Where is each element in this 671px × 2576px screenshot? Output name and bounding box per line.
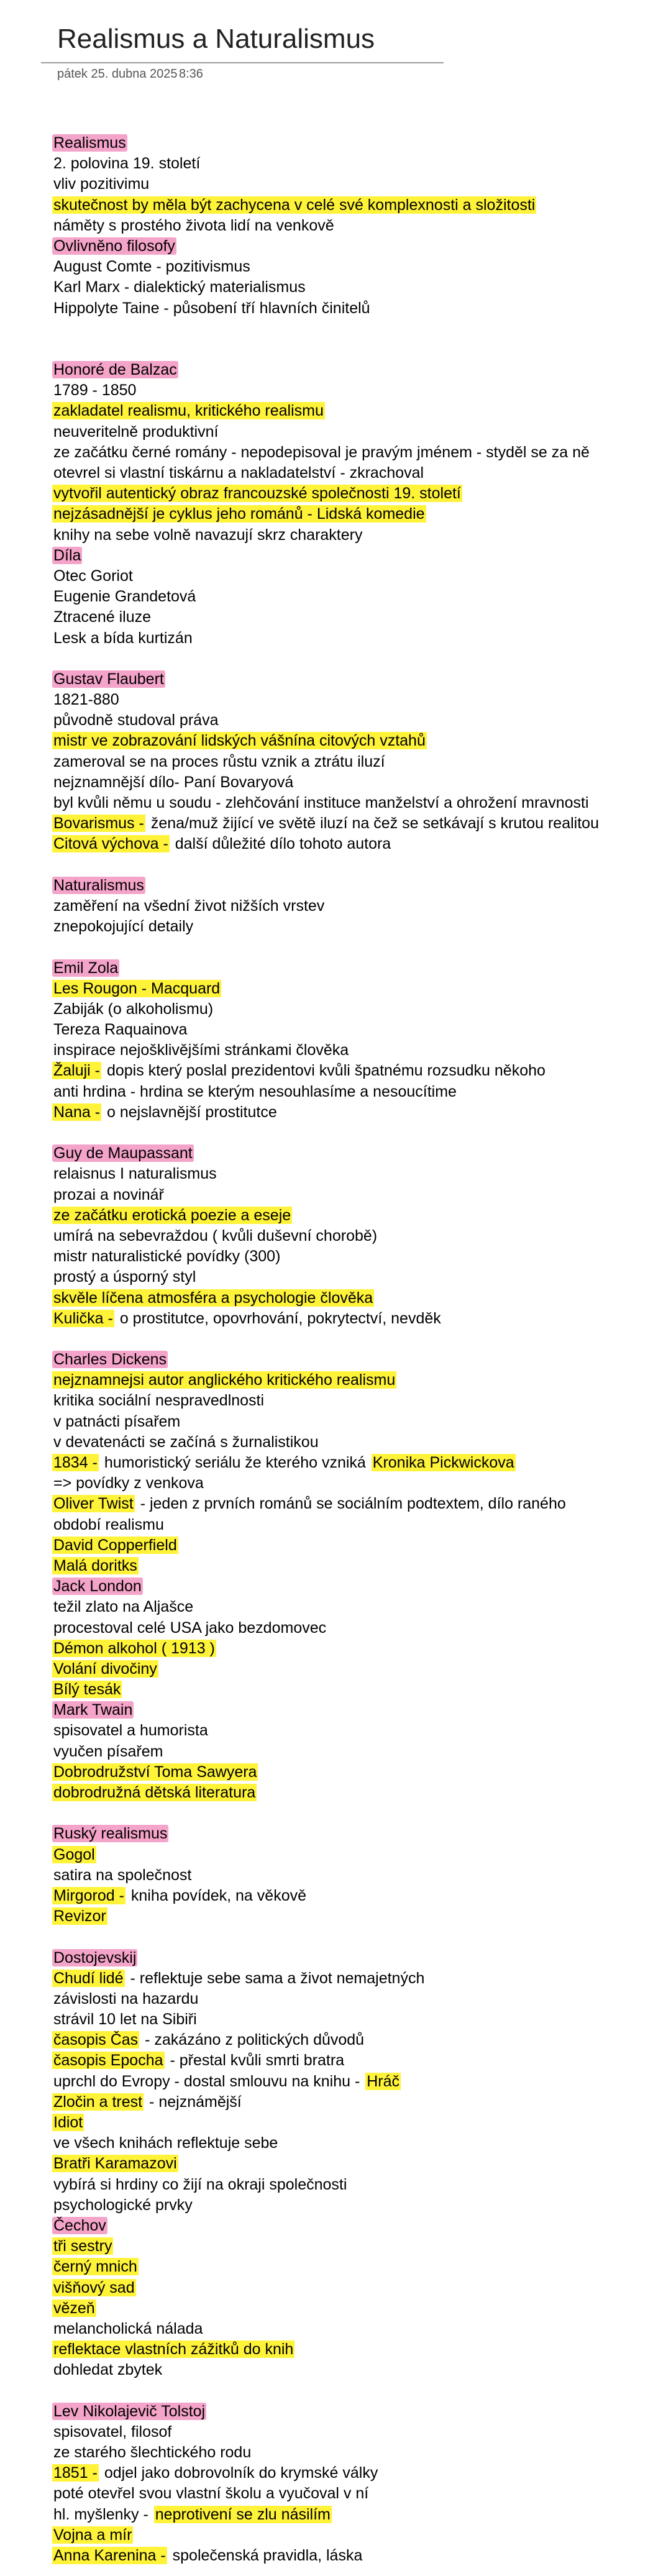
highlighted-text: Žaluji - bbox=[53, 1062, 101, 1080]
note-text: o nejslavnější prostitutce bbox=[103, 1103, 277, 1121]
note-text: - reflektuje sebe sama a život nemajetných bbox=[126, 1969, 425, 1987]
section-heading: Mark Twain bbox=[53, 1701, 133, 1719]
note-line[interactable] bbox=[52, 793, 667, 813]
blank-line[interactable] bbox=[52, 855, 667, 875]
blank-line[interactable] bbox=[52, 319, 667, 339]
note-line[interactable] bbox=[52, 690, 667, 710]
note-text: v patnácti písařem bbox=[53, 1412, 181, 1430]
highlighted-text: Gogol bbox=[53, 1845, 95, 1863]
highlighted-text: Bovarismus - bbox=[53, 815, 144, 833]
note-line[interactable] bbox=[52, 1576, 667, 1597]
note-line[interactable] bbox=[52, 174, 667, 194]
note-text: nejznamnější dílo- Paní Bovaryová bbox=[53, 773, 294, 791]
note-line[interactable] bbox=[52, 669, 667, 690]
note-line[interactable] bbox=[52, 2236, 667, 2257]
note-line[interactable] bbox=[52, 153, 667, 174]
note-line[interactable] bbox=[52, 1659, 667, 1679]
highlighted-text: časopis Epocha bbox=[53, 2052, 163, 2070]
note-line[interactable] bbox=[52, 1948, 667, 1968]
note-line[interactable] bbox=[52, 1432, 667, 1453]
note-text: hl. myšlenky - bbox=[53, 2505, 153, 2523]
highlighted-text: skutečnost by měla být zachycena v celé své komplexnosti a složitosti bbox=[53, 196, 536, 214]
note-line[interactable] bbox=[52, 2112, 667, 2133]
highlighted-text: 1834 - bbox=[53, 1454, 98, 1471]
highlighted-text: mistr ve zobrazování lidských vášnína citových vztahů bbox=[53, 732, 426, 750]
highlighted-text: višňový sad bbox=[53, 2278, 135, 2296]
note-text: ze začátku černé romány - nepodepisoval je pravým jménem - styděl se za ně bbox=[53, 443, 590, 461]
blank-line[interactable] bbox=[52, 1123, 667, 1143]
note-text: dopis který poslal prezidentovi kvůli špatnému rozsudku někoho bbox=[103, 1062, 545, 1080]
note-text: o prostitutce, opovrhování, pokrytectví, nevděk bbox=[115, 1309, 441, 1327]
note-text: Lesk a bída kurtizán bbox=[53, 629, 193, 647]
section-heading: Dostojevskij bbox=[53, 1948, 137, 1966]
note-line[interactable] bbox=[52, 1535, 667, 1556]
note-line[interactable] bbox=[52, 1473, 667, 1494]
note-text: težil zlato na Aljašce bbox=[53, 1598, 194, 1616]
highlighted-text: Chudí lidé bbox=[53, 1969, 124, 1987]
note-line[interactable] bbox=[52, 360, 667, 380]
note-text: poté otevřel svou vlastní školu a vyučoval v ní bbox=[53, 2485, 369, 2503]
note-text: Karl Marx - dialektický materialismus bbox=[53, 278, 306, 296]
highlighted-text: časopis Čas bbox=[53, 2031, 139, 2049]
note-line[interactable] bbox=[52, 2298, 667, 2319]
note-text: neuveritelně produktivní bbox=[53, 422, 219, 441]
note-line[interactable] bbox=[52, 1906, 667, 1927]
note-text: humoristický seriálu že kterého vzniká bbox=[99, 1454, 370, 1471]
note-text: umírá na sebevraždou ( kvůli duševní chorobě) bbox=[53, 1226, 378, 1245]
highlighted-text: reflektace vlastních zážitků do knih bbox=[53, 2341, 294, 2359]
note-text: vybírá si hrdiny co žijí na okraji společnosti bbox=[53, 2175, 347, 2193]
note-line[interactable] bbox=[52, 401, 667, 421]
note-line[interactable] bbox=[52, 2319, 667, 2339]
section-heading: Realismus bbox=[53, 134, 126, 152]
note-line[interactable] bbox=[52, 1597, 667, 1617]
note-line[interactable] bbox=[52, 442, 667, 463]
note-text: - zakázáno z politických důvodů bbox=[140, 2031, 365, 2049]
note-line[interactable] bbox=[52, 422, 667, 442]
note-text: v devatenácti se začíná s žurnalistikou bbox=[53, 1433, 319, 1451]
note-line[interactable] bbox=[52, 195, 667, 216]
blank-line[interactable] bbox=[52, 937, 667, 957]
note-line[interactable] bbox=[52, 1350, 667, 1370]
note-time: 8:36 bbox=[179, 67, 203, 81]
highlighted-text: dobrodružná dětská literatura bbox=[53, 1784, 256, 1801]
note-line[interactable] bbox=[52, 896, 667, 916]
note-text: satira na společnost bbox=[53, 1866, 192, 1884]
note-text: prozai a novinář bbox=[53, 1185, 164, 1204]
highlighted-text: vězeň bbox=[53, 2299, 95, 2317]
highlighted-text: skvěle líčena atmosféra a psychologie člověka bbox=[53, 1289, 373, 1307]
note-line[interactable] bbox=[52, 2463, 667, 2483]
section-heading: Gustav Flaubert bbox=[53, 670, 164, 688]
note-line[interactable] bbox=[52, 236, 667, 257]
note-line[interactable] bbox=[52, 1267, 667, 1287]
note-line[interactable] bbox=[52, 1391, 667, 1411]
note-line[interactable] bbox=[52, 875, 667, 896]
note-text: procestoval celé USA jako bezdomovec bbox=[53, 1619, 327, 1637]
note-line[interactable] bbox=[52, 1886, 667, 1906]
note-text: relaisnus I naturalismus bbox=[53, 1165, 217, 1183]
blank-line[interactable] bbox=[52, 1803, 667, 1824]
note-line[interactable] bbox=[52, 772, 667, 793]
title-divider bbox=[41, 62, 444, 63]
highlighted-text: Idiot bbox=[53, 2114, 83, 2131]
note-text: závislosti na hazardu bbox=[53, 1989, 199, 2007]
section-heading: Emil Zola bbox=[53, 959, 119, 977]
note-text: 2. polovina 19. století bbox=[53, 155, 201, 173]
note-text: Tereza Raquainova bbox=[53, 1021, 188, 1039]
highlighted-text: 1851 - bbox=[53, 2464, 98, 2482]
note-line[interactable] bbox=[52, 1968, 667, 1989]
highlighted-text: černý mnich bbox=[53, 2258, 137, 2276]
note-line[interactable] bbox=[52, 483, 667, 504]
note-line[interactable] bbox=[52, 2483, 667, 2504]
note-text: August Comte - pozitivismus bbox=[53, 258, 250, 276]
note-text: prostý a úsporný styl bbox=[53, 1268, 196, 1286]
note-line[interactable] bbox=[52, 2216, 667, 2236]
note-text: Hippolyte Taine - působení tří hlavních činitelů bbox=[53, 299, 370, 317]
note-line[interactable] bbox=[52, 628, 667, 649]
note-line[interactable] bbox=[52, 1494, 667, 1514]
highlighted-text: Kulička - bbox=[53, 1309, 113, 1327]
note-line[interactable] bbox=[52, 1679, 667, 1700]
note-line[interactable] bbox=[52, 916, 667, 937]
note-line[interactable] bbox=[52, 1309, 667, 1329]
note-text: - přestal kvůli smrti bratra bbox=[165, 2052, 345, 2070]
note-text: strávil 10 let na Sibiři bbox=[53, 2011, 197, 2029]
highlighted-text: Vojna a mír bbox=[53, 2526, 132, 2544]
note-line[interactable] bbox=[52, 277, 667, 298]
note-line[interactable] bbox=[52, 546, 667, 566]
note-line[interactable] bbox=[52, 1082, 667, 1102]
note-text: znepokojující detaily bbox=[53, 918, 194, 936]
note-text: mistr naturalistické povídky (300) bbox=[53, 1248, 281, 1266]
note-line[interactable] bbox=[52, 2360, 667, 2380]
blank-line[interactable] bbox=[52, 1329, 667, 1350]
note-line[interactable] bbox=[52, 1742, 667, 1762]
section-heading: Charles Dickens bbox=[53, 1351, 167, 1369]
highlighted-text: Les Rougon - Macquard bbox=[53, 979, 221, 997]
note-line[interactable] bbox=[52, 1164, 667, 1184]
highlighted-text: Revizor bbox=[53, 1907, 106, 1925]
note-text: 1789 - 1850 bbox=[53, 381, 137, 400]
note-line[interactable] bbox=[52, 1040, 667, 1061]
note-line[interactable] bbox=[52, 1102, 667, 1123]
note-text: odjel jako dobrovolník do krymské války bbox=[99, 2464, 378, 2482]
note-line[interactable] bbox=[52, 587, 667, 607]
note-line[interactable] bbox=[52, 216, 667, 236]
note-line[interactable] bbox=[52, 2050, 667, 2071]
note-line[interactable] bbox=[52, 1061, 667, 1081]
highlighted-text: Mirgorod - bbox=[53, 1886, 124, 1904]
section-heading: Guy de Maupassant bbox=[53, 1144, 193, 1162]
note-line[interactable] bbox=[52, 1783, 667, 1803]
note-line[interactable] bbox=[52, 1370, 667, 1391]
note-text: náměty s prostého života lidí na venkově bbox=[53, 216, 334, 234]
blank-line[interactable] bbox=[52, 339, 667, 360]
highlighted-text: Volání divočiny bbox=[53, 1660, 157, 1678]
note-text: Eugenie Grandetová bbox=[53, 588, 196, 606]
note-line[interactable] bbox=[52, 1638, 667, 1659]
note-line[interactable] bbox=[52, 298, 667, 319]
note-line[interactable] bbox=[52, 1226, 667, 1246]
note-line[interactable] bbox=[52, 257, 667, 277]
note-text: vyučen písařem bbox=[53, 1742, 163, 1760]
highlighted-text: tři sestry bbox=[53, 2237, 112, 2255]
note-text: ve všech knihách reflektuje sebe bbox=[53, 2134, 278, 2152]
note-text: uprchl do Evropy - dostal smlouvu na knihu - bbox=[53, 2072, 365, 2090]
note-text: - jeden z prvních románů se sociálním podtextem, dílo raného bbox=[135, 1495, 566, 1513]
note-line[interactable] bbox=[52, 2525, 667, 2546]
highlighted-text: Bratři Karamazovi bbox=[53, 2155, 177, 2173]
note-line[interactable] bbox=[52, 1515, 667, 1535]
note-line[interactable] bbox=[52, 1020, 667, 1040]
highlighted-text: nejzásadnější je cyklus jeho románů - Lidská komedie bbox=[53, 505, 425, 523]
highlighted-text: David Copperfield bbox=[53, 1536, 177, 1554]
blank-line[interactable] bbox=[52, 649, 667, 669]
note-line[interactable] bbox=[52, 380, 667, 401]
highlighted-text: Bílý tesák bbox=[53, 1681, 121, 1699]
note-text: ze starého šlechtického rodu bbox=[53, 2444, 252, 2461]
note-line[interactable] bbox=[52, 1143, 667, 1164]
note-text: otevrel si vlastní tiskárnu a nakladatelství - zkrachoval bbox=[53, 464, 424, 482]
note-text: knihy na sebe volně navazují skrz charaktery bbox=[53, 526, 363, 544]
note-date: pátek 25. dubna 2025 bbox=[57, 67, 178, 81]
section-heading: Lev Nikolajevič Tolstoj bbox=[53, 2402, 206, 2420]
note-text: Otec Goriot bbox=[53, 567, 133, 585]
note-line[interactable] bbox=[52, 566, 667, 587]
note-body[interactable] bbox=[52, 133, 667, 2566]
note-text: 1821-880 bbox=[53, 691, 119, 709]
page-title[interactable]: Realismus a Naturalismus bbox=[57, 24, 375, 54]
note-line[interactable] bbox=[52, 525, 667, 546]
note-line[interactable] bbox=[52, 1453, 667, 1473]
note-line[interactable] bbox=[52, 1845, 667, 1865]
note-text: Zabiják (o alkoholismu) bbox=[53, 1000, 214, 1018]
section-heading: Čechov bbox=[53, 2216, 106, 2234]
note-text: byl kvůli němu u soudu - zlehčování instituce manželství a ohrožení mravnosti bbox=[53, 794, 589, 811]
note-line[interactable] bbox=[52, 1246, 667, 1267]
note-line[interactable] bbox=[52, 2009, 667, 2030]
note-line[interactable] bbox=[52, 607, 667, 628]
note-line[interactable] bbox=[52, 2257, 667, 2277]
note-line[interactable] bbox=[52, 1865, 667, 1886]
note-text: melancholická nálada bbox=[53, 2319, 203, 2337]
highlighted-text: neprotivení se zlu násilím bbox=[155, 2505, 331, 2523]
highlighted-text: Citová výchova - bbox=[53, 835, 168, 853]
note-line[interactable] bbox=[52, 2195, 667, 2216]
note-text: - nejznámější bbox=[145, 2093, 242, 2111]
highlighted-text: Hráč bbox=[367, 2072, 400, 2090]
note-line[interactable] bbox=[52, 1618, 667, 1638]
note-text: spisovatel a humorista bbox=[53, 1722, 208, 1740]
note-line[interactable] bbox=[52, 1700, 667, 1720]
note-text: původně studoval práva bbox=[53, 711, 219, 729]
note-line[interactable] bbox=[52, 1288, 667, 1309]
section-heading: Honoré de Balzac bbox=[53, 361, 177, 379]
section-heading: Ruský realismus bbox=[53, 1825, 168, 1843]
note-line[interactable] bbox=[52, 1556, 667, 1576]
note-text: zaměření na všední život nižších vrstev bbox=[53, 897, 325, 915]
note-text: => povídky z venkova bbox=[53, 1474, 204, 1492]
note-line[interactable] bbox=[52, 813, 667, 834]
note-line[interactable] bbox=[52, 2505, 667, 2525]
note-text: další důležité dílo tohoto autora bbox=[170, 835, 391, 853]
note-line[interactable] bbox=[52, 504, 667, 524]
note-line[interactable] bbox=[52, 2422, 667, 2442]
highlighted-text: ze začátku erotická poezie a eseje bbox=[53, 1206, 291, 1224]
note-line[interactable] bbox=[52, 834, 667, 854]
blank-line[interactable] bbox=[52, 1927, 667, 1947]
note-line[interactable] bbox=[52, 133, 667, 153]
blank-line[interactable] bbox=[52, 2380, 667, 2401]
note-line[interactable] bbox=[52, 2071, 667, 2092]
note-text: kritika sociální nespravedlnosti bbox=[53, 1392, 265, 1410]
section-heading: Ovlivněno filosofy bbox=[53, 237, 175, 255]
note-text: spisovatel, filosof bbox=[53, 2423, 172, 2441]
note-line[interactable] bbox=[52, 2546, 667, 2566]
note-line[interactable] bbox=[52, 2030, 667, 2050]
note-line[interactable] bbox=[52, 1762, 667, 1783]
note-text: zameroval se na proces růstu vznik a ztrátu iluzí bbox=[53, 752, 385, 770]
section-heading: Díla bbox=[53, 546, 81, 564]
note-line[interactable] bbox=[52, 1720, 667, 1741]
note-text: kniha povídek, na věkově bbox=[126, 1886, 306, 1904]
highlighted-text: Zločin a trest bbox=[53, 2093, 143, 2111]
highlighted-text: Anna Karenina - bbox=[53, 2546, 166, 2564]
note-line[interactable] bbox=[52, 2401, 667, 2422]
note-line[interactable] bbox=[52, 2339, 667, 2360]
note-line[interactable] bbox=[52, 1205, 667, 1226]
highlighted-text: Dobrodružství Toma Sawyera bbox=[53, 1763, 257, 1781]
highlighted-text: vytvořil autentický obraz francouzské společnosti 19. století bbox=[53, 485, 461, 503]
note-line[interactable] bbox=[52, 1989, 667, 2009]
note-line[interactable] bbox=[52, 2278, 667, 2298]
highlighted-text: Oliver Twist bbox=[53, 1495, 134, 1513]
note-line[interactable] bbox=[52, 2154, 667, 2174]
note-line[interactable] bbox=[52, 731, 667, 751]
note-line[interactable] bbox=[52, 710, 667, 731]
note-line[interactable] bbox=[52, 2175, 667, 2195]
note-line[interactable] bbox=[52, 752, 667, 772]
highlighted-text: Démon alkohol ( 1913 ) bbox=[53, 1639, 215, 1657]
note-text: psychologické prvky bbox=[53, 2196, 193, 2214]
highlighted-text: Nana - bbox=[53, 1103, 101, 1121]
section-heading: Naturalismus bbox=[53, 876, 144, 894]
note-line[interactable] bbox=[52, 2442, 667, 2463]
note-line[interactable] bbox=[52, 999, 667, 1020]
note-line[interactable] bbox=[52, 979, 667, 999]
note-line[interactable] bbox=[52, 463, 667, 483]
highlighted-text: Malá doritks bbox=[53, 1556, 137, 1574]
section-heading: Jack London bbox=[53, 1578, 142, 1596]
note-text: vliv pozitivimu bbox=[53, 175, 150, 193]
note-text: žena/muž žijící ve světě iluzí na čež se setkávají s krutou realitou bbox=[146, 815, 599, 833]
note-line[interactable] bbox=[52, 2133, 667, 2154]
highlighted-text: nejznamnejsi autor anglického kritického realismu bbox=[53, 1371, 396, 1389]
note-text: období realismu bbox=[53, 1515, 164, 1533]
note-text: anti hrdina - hrdina se kterým nesouhlasíme a nesoucítime bbox=[53, 1082, 457, 1100]
note-text: inspirace nejošklivějšími stránkami člověka bbox=[53, 1041, 349, 1059]
note-line[interactable] bbox=[52, 1824, 667, 1844]
highlighted-text: Kronika Pickwickova bbox=[372, 1454, 514, 1471]
note-line[interactable] bbox=[52, 1412, 667, 1432]
note-line[interactable] bbox=[52, 1185, 667, 1205]
note-line[interactable] bbox=[52, 2092, 667, 2112]
highlighted-text: zakladatel realismu, kritického realismu bbox=[53, 402, 324, 420]
note-text: společenská pravidla, láska bbox=[168, 2546, 363, 2564]
note-line[interactable] bbox=[52, 958, 667, 979]
note-text: Ztracené iluze bbox=[53, 608, 152, 626]
note-text: dohledat zbytek bbox=[53, 2361, 163, 2379]
